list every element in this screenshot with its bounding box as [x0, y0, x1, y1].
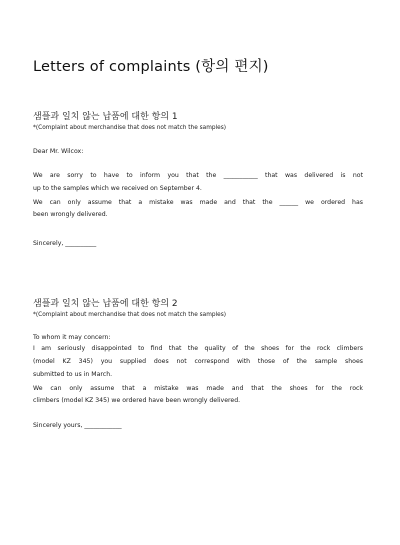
letter-2-paragraph-2-line-1: We can only assume that a mistake was made and that the shoes for the rock	[33, 384, 363, 392]
letter-1-heading: 샘플과 일치 않는 납품에 대한 항의 1	[33, 112, 178, 122]
letter-2-paragraph-2-line-2: climbers (model KZ 345) we ordered have been wrongly delivered.	[33, 397, 241, 405]
letter-2-paragraph-1-line-3: submitted to us in March.	[33, 370, 113, 378]
letter-1-salutation: Dear Mr. Wilcox:	[33, 148, 84, 155]
letter-2-paragraph-2	[33, 383, 363, 409]
letter-2	[33, 298, 363, 430]
letter-2-paragraph-1-line-2: (model KZ 345) you supplied does not correspond with those of the sample shoes	[33, 357, 363, 365]
letter-1-subtitle: *(Complaint about merchandise that does not match the samples)	[33, 125, 226, 131]
letter-2-subtitle: *(Complaint about merchandise that does not match the samples)	[33, 312, 226, 319]
letter-1	[33, 111, 363, 248]
letter-1-paragraph-2	[33, 197, 363, 223]
letter-1-closing: Sincerely, __________	[33, 240, 97, 248]
letter-2-heading: 샘플과 일치 않는 납품에 대한 항의 2	[33, 299, 178, 310]
letter-1-paragraph-1-line-1: We are sorry to have to inform you that the ___________ that was delivered is not	[33, 172, 363, 179]
letter-1-paragraph-1-line-2: up to the samples which we received on September 4.	[33, 184, 202, 192]
document-title: Letters of complaints (항의 편지)	[33, 59, 269, 75]
letter-2-paragraph-1	[33, 343, 363, 381]
letter-1-paragraph-2-line-1: We can only assume that a mistake was made and that the ______ we ordered has	[33, 198, 363, 206]
letter-1-paragraph-2-line-2: been wrongly delivered.	[33, 211, 108, 219]
letter-2-closing: Sincerely yours, ____________	[33, 422, 122, 430]
letter-1-paragraph-1	[33, 170, 363, 196]
letter-2-paragraph-1-line-1: I am seriously disappointed to find that the quality of the shoes for the rock climbers	[33, 345, 363, 353]
letter-2-salutation: To whom it may concern:	[33, 334, 111, 342]
